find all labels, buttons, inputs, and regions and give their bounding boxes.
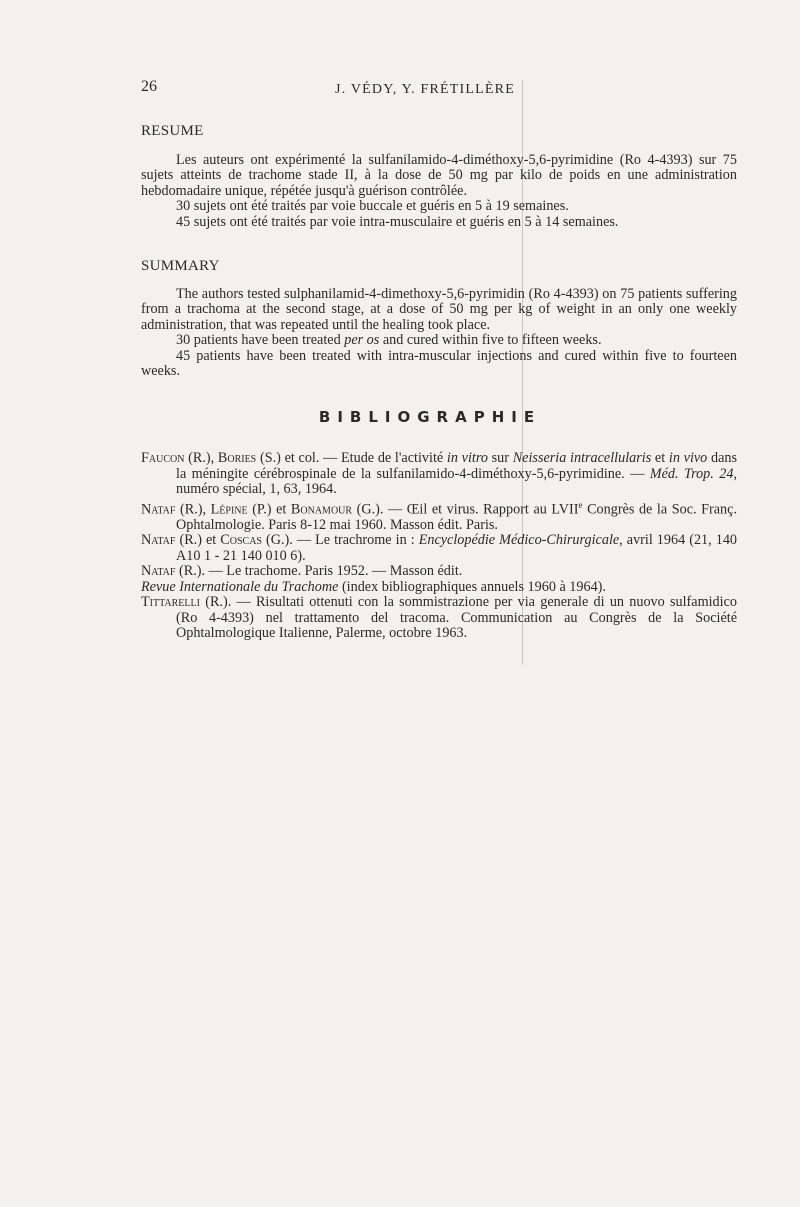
reference-item: Nataf (R.) et Coscas (G.). — Le trachrome in : Encyclopédie Médico-Chirurgicale, avril 1964 (21, 140 A10 1 - 21 140 010 6).	[141, 532, 738, 564]
summary-section	[141, 259, 737, 380]
resume-paragraph-1: Les auteurs ont expérimenté la sulfanilamido-4-diméthoxy-5,6-pyrimidine (Ro 4-4393) sur 75 sujets atteints de trachome stade II, à la dose de 50 mg par kilo de poids en une administration hebdomadaire unique, répétée jusqu'à guérison contrôlée.	[141, 151, 737, 199]
summary-paragraph-2: 30 patients have been treated per os and cured within five to fifteen weeks.	[176, 332, 602, 348]
reference-item: Tittarelli (R.). — Risultati ottenuti con la sommistrazione per via generale di un nuovo sulfamidico (Ro 4-4393) nel trattamento del tracoma. Communication au Congrès de la Société Ophtalmologique Italienne, Palerme, octobre 1963.	[141, 594, 737, 642]
resume-section	[141, 124, 737, 230]
resume-heading: RESUME	[141, 123, 204, 139]
running-head: J. VÉDY, Y. FRÉTILLÈRE	[335, 82, 515, 97]
summary-heading: SUMMARY	[141, 258, 220, 274]
bibliography-title: BIBLIOGRAPHIE	[318, 408, 542, 426]
summary-paragraph-1: The authors tested sulphanilamid-4-dimethoxy-5,6-pyrimidin (Ro 4-4393) on 75 patients suffering from a trachoma at the second stage, at a dose of 50 mg per kg of weight in an only one weekly administration, that was repeated until the healing took place.	[141, 285, 737, 333]
reference-item: Revue Internationale du Trachome (index bibliographiques annuels 1960 à 1964).	[141, 578, 606, 595]
bibliography-list	[141, 451, 737, 642]
summary-paragraph-3: 45 patients have been treated with intra-muscular injections and cured within five to fourteen weeks.	[141, 347, 737, 379]
resume-paragraph-3: 45 sujets ont été traités par voie intra-musculaire et guéris en 5 à 14 semaines.	[176, 213, 619, 230]
resume-paragraph-2: 30 sujets ont été traités par voie buccale et guéris en 5 à 19 semaines.	[176, 198, 569, 214]
reference-item: Faucon (R.), Bories (S.) et col. — Etude de l'activité in vitro sur Neisseria intracellularis et in vivo dans la méningite cérébrospinale de la sulfanilamido-4-diméthoxy-5,6-pyrimidine. — Méd. Trop. 24, numéro spécial, 1, 63, 1964.	[141, 450, 738, 497]
reference-item: Nataf (R.). — Le trachome. Paris 1952. — Masson édit.	[141, 563, 463, 580]
reference-item: Nataf (R.), Lépine (P.) et Bonamour (G.). — Œil et virus. Rapport au LVIIe Congrès de la Soc. Franç. Ophtalmologie. Paris 8-12 mai 1960. Masson édit. Paris.	[141, 499, 737, 533]
page-number: 26	[141, 78, 157, 95]
